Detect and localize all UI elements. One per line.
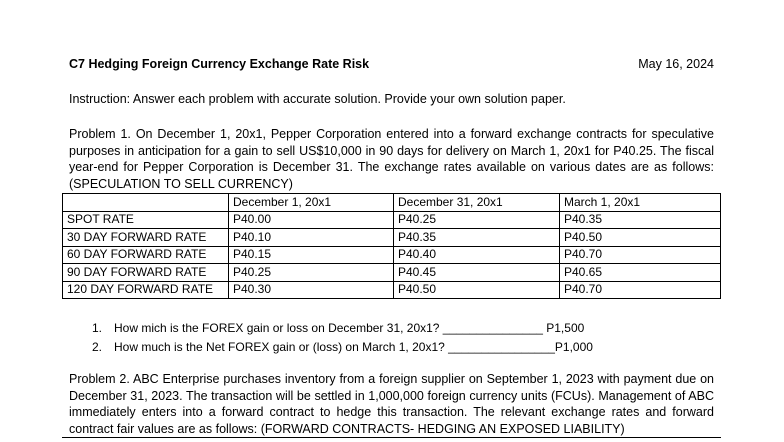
document-title: C7 Hedging Foreign Currency Exchange Rate Risk [69, 57, 370, 71]
question-text: How much is the Net FOREX gain or (loss) on March 1, 20x1? ________________P1,000 [114, 340, 593, 354]
list-item [92, 319, 593, 338]
table-header-cell: March 1, 20x1 [560, 194, 721, 212]
table-cell: SPOT RATE [63, 211, 229, 229]
question-text: How mich is the FOREX gain or loss on December 31, 20x1? _______________ P1,500 [114, 321, 585, 335]
table-cell: 90 DAY FORWARD RATE [63, 264, 229, 282]
question-number: 1. [92, 321, 103, 335]
question-list [92, 319, 593, 357]
table-header-row [63, 194, 721, 212]
table-cell: P40.50 [394, 281, 560, 299]
question-number: 2. [92, 340, 103, 354]
problem-2-text: Problem 2. ABC Enterprise purchases inventory from a foreign supplier on September 1, 2023 with payment due on December 31, 2023. The transaction will be settled in 1,000,000 foreign currency units (FCUs). Management of ABC immediately enters into a forward contract to hedge this transaction. The relevant exchange rates and forward contract fair values are as follows: (FORWARD CONTRACTS- HEDGING AN EXPOSED LIABILITY) [69, 372, 714, 436]
table-cell: P40.25 [229, 264, 394, 282]
table-header-cell [63, 194, 229, 212]
table-cell: P40.30 [229, 281, 394, 299]
table-header-cell: December 31, 20x1 [394, 194, 560, 212]
table-row [63, 264, 721, 282]
table-cell: P40.25 [394, 211, 560, 229]
table-cell: P40.00 [229, 211, 394, 229]
table-row [63, 281, 721, 299]
header [69, 57, 714, 71]
document-date: May 16, 2024 [638, 57, 714, 71]
table-cell: P40.65 [560, 264, 721, 282]
table-cell: P40.40 [394, 246, 560, 264]
table-cell: P40.15 [229, 246, 394, 264]
instruction-text: Instruction: Answer each problem with accurate solution. Provide your own solution paper. [69, 92, 566, 106]
table-cell: P40.35 [394, 229, 560, 247]
table-cell: 120 DAY FORWARD RATE [63, 281, 229, 299]
table-cell: P40.45 [394, 264, 560, 282]
table-cell: P40.70 [560, 281, 721, 299]
list-item [92, 338, 593, 357]
table-row [63, 246, 721, 264]
table-row [63, 229, 721, 247]
table-row [63, 211, 721, 229]
exchange-rate-table [62, 193, 721, 299]
problem-1-text: Problem 1. On December 1, 20x1, Pepper Corporation entered into a forward exchange contracts for speculative purposes in anticipation for a gain to sell US$10,000 in 90 days for delivery on March 1, 20x1 for P40.25. The fiscal year-end for Pepper Corporation is December 31. The exchange rates available on various dates are as follows: (SPECULATION TO SELL CURRENCY) [69, 127, 714, 191]
table-cell: 30 DAY FORWARD RATE [63, 229, 229, 247]
table-cell: P40.10 [229, 229, 394, 247]
table-cell: 60 DAY FORWARD RATE [63, 246, 229, 264]
table-header-cell: December 1, 20x1 [229, 194, 394, 212]
table-cell: P40.35 [560, 211, 721, 229]
table-cell: P40.50 [560, 229, 721, 247]
table-border-edge [62, 437, 721, 442]
table-cell: P40.70 [560, 246, 721, 264]
